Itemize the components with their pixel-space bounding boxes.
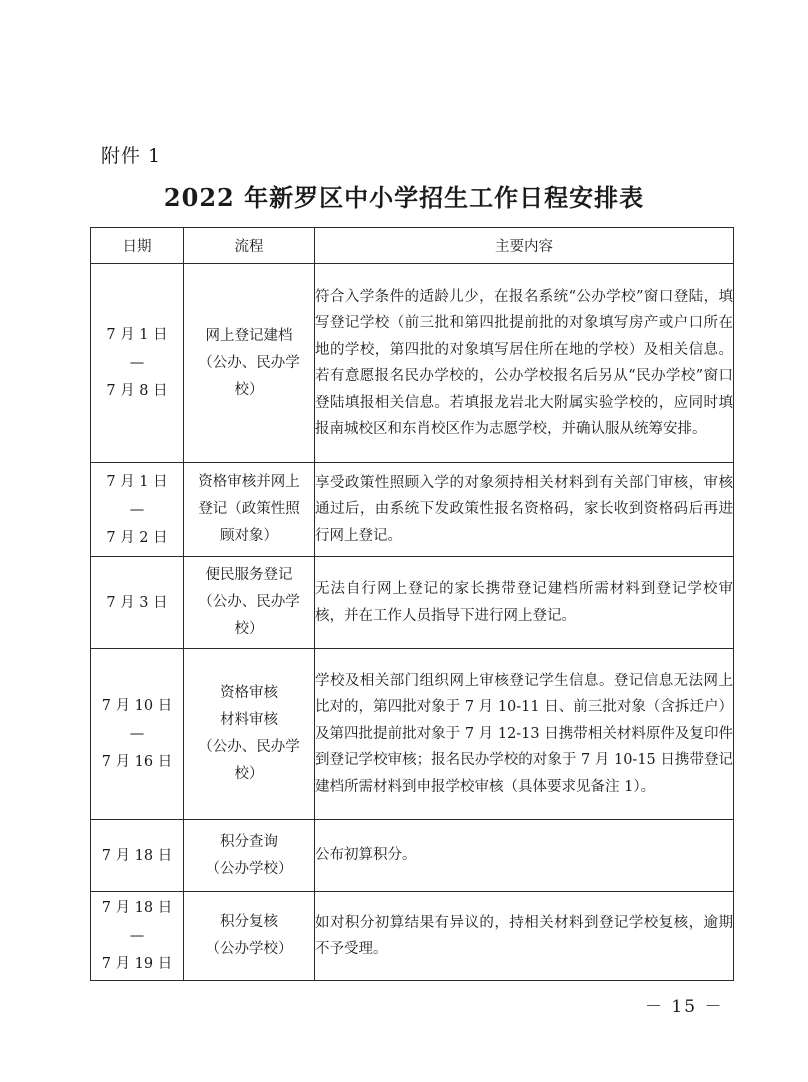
step-line: 校） [234,381,264,398]
table-row [91,892,734,981]
date-dash: — [129,355,145,371]
date-cell [91,463,184,557]
table-row [91,820,734,892]
step-cell [184,820,315,892]
step-cell [184,463,315,557]
date-dash: — [129,726,145,742]
step-line: 资格审核并网上 [198,474,300,490]
table-row [91,264,734,463]
step-line: 积分查询 [220,833,278,850]
step-line: 顾对象） [220,528,278,544]
date-line: 7 月 19 日 [101,956,173,972]
step-line: 便民服务登记 [205,567,293,583]
table-row [91,463,734,557]
header-step: 流程 [184,228,315,264]
step-line: （公办学校） [205,860,293,877]
step-line: 积分复核 [220,914,278,930]
step-line: 网上登记建档 [205,327,293,344]
table-header-row [91,228,734,264]
date-line: 7 月 18 日 [101,847,173,864]
page-number: － 15 － [645,997,724,1017]
date-cell [91,649,184,820]
content-cell: 如对积分初算结果有异议的，持相关材料到登记学校复核，逾期不予受理。 [315,892,734,981]
step-cell [184,892,315,981]
step-line: 材料审核 [220,712,278,728]
date-cell [91,264,184,463]
date-cell [91,557,184,649]
step-cell [184,649,315,820]
header-content: 主要内容 [315,228,734,264]
date-dash: — [129,501,145,518]
step-line: 校） [234,621,264,637]
step-line: （公办、民办学 [198,594,300,610]
date-line: 7 月 10 日 [101,698,173,714]
date-cell [91,892,184,981]
content-cell: 学校及相关部门组织网上审核登记学生信息。登记信息无法网上比对的，第四批对象于 7 月 10-11 日、前三批对象（含拆迁户）及第四批提前批对象于 7 月 12-13 日携带相关材料原件及复印件到登记学校审核；报名民办学校的对象于 7 月 10-15 日携带登记建档所需材料到申报学校审核（具体要求见备注 1）。 [315,649,734,820]
content-cell: 享受政策性照顾入学的对象须持相关材料到有关部门审核，审核通过后，由系统下发政策性报名资格码，家长收到资格码后再进行网上登记。 [315,463,734,557]
date-line: 7 月 1 日 [106,327,168,343]
table-row [91,649,734,820]
date-line: 7 月 3 日 [106,594,168,611]
date-line: 7 月 16 日 [101,754,173,770]
step-line: 校） [234,766,264,782]
table-row [91,557,734,649]
schedule-table [90,227,734,981]
step-line: 资格审核 [220,685,278,701]
step-cell [184,264,315,463]
step-line: （公办学校） [205,941,293,957]
step-line: （公办、民办学 [198,354,300,371]
document-title: 2022 年新罗区中小学招生工作日程安排表 [163,183,645,212]
date-line: 7 月 1 日 [106,473,168,490]
step-cell [184,557,315,649]
step-line: （公办、民办学 [198,739,300,755]
step-line: 登记（政策性照 [198,501,300,517]
content-cell: 符合入学条件的适龄儿少，在报名系统“公办学校”窗口登陆，填写登记学校（前三批和第四批提前批的对象填写房产或户口所在地的学校，第四批的对象填写居住所在地的学校）及相关信息。若有意愿报名民办学校的，公办学校报名后另从“民办学校”窗口登陆填报相关信息。若填报龙岩北大附属实验学校的，应同时填报南城校区和东肖校区作为志愿学校，并确认服从统筹安排。 [315,264,734,463]
content-cell: 无法自行网上登记的家长携带登记建档所需材料到登记学校审核，并在工作人员指导下进行网上登记。 [315,557,734,649]
date-cell [91,820,184,892]
date-line: 7 月 8 日 [106,383,168,399]
header-date: 日期 [91,228,184,264]
attachment-label: 附件 1 [101,145,162,167]
content-cell: 公布初算积分。 [315,820,734,892]
date-dash: — [129,928,145,944]
date-line: 7 月 18 日 [101,900,173,916]
date-line: 7 月 2 日 [106,529,168,546]
